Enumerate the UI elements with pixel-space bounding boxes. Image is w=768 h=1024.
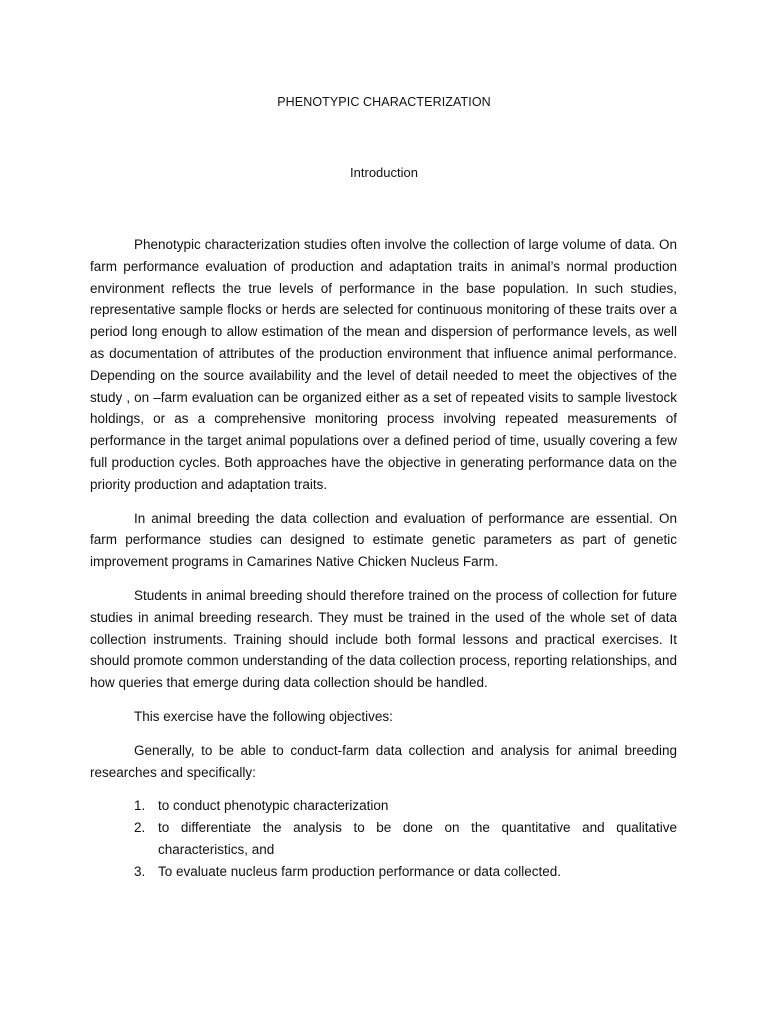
list-item-text: To evaluate nucleus farm production performance or data collected. bbox=[158, 863, 561, 879]
list-item bbox=[90, 817, 677, 861]
section-heading: Introduction bbox=[350, 165, 418, 180]
list-item-number: 3. bbox=[134, 863, 146, 879]
list-item bbox=[90, 861, 677, 883]
document-body bbox=[90, 234, 677, 883]
paragraph-1: Phenotypic characterization studies often involve the collection of large volume of data. On farm performance evaluation of production and adaptation traits in animal’s normal production environment reflects the true levels of performance in the base population. In such studies, representative sample flocks or herds are selected for continuous monitoring of these traits over a period long enough to allow estimation of the mean and dispersion of performance levels, as well as documentation of attributes of the production environment that influence animal performance. Depending on the source availability and the level of detail needed to meet the objectives of the study , on –farm evaluation can be organized either as a set of repeated visits to sample livestock holdings, or as a comprehensive monitoring process involving repeated measurements of performance in the target animal populations over a defined period of time, usually covering a few full production cycles. Both approaches have the objective in generating performance data on the priority production and adaptation traits. bbox=[90, 237, 677, 492]
list-item-text: to differentiate the analysis to be done on the quantitative and qualitative characteristics, and bbox=[158, 820, 677, 857]
paragraph-2: In animal breeding the data collection and evaluation of performance are essential. On farm performance studies can designed to estimate genetic parameters as part of genetic improvement programs in Camarines Native Chicken Nucleus Farm. bbox=[90, 510, 677, 570]
list-item bbox=[90, 795, 677, 817]
list-item-text: to conduct phenotypic characterization bbox=[158, 798, 389, 814]
document-title: PHENOTYPIC CHARACTERIZATION bbox=[277, 95, 491, 109]
paragraph-objectives-intro: This exercise have the following objectives: bbox=[134, 708, 393, 724]
objectives-list bbox=[90, 795, 677, 882]
list-item-number: 1. bbox=[134, 798, 146, 814]
list-item-number: 2. bbox=[134, 820, 146, 836]
paragraph-general-objective: Generally, to be able to conduct-farm data collection and analysis for animal breeding researches and specifically: bbox=[90, 742, 677, 780]
paragraph-3: Students in animal breeding should therefore trained on the process of collection for future studies in animal breeding research. They must be trained in the used of the whole set of data collection instruments. Training should include both formal lessons and practical exercises. It should promote common understanding of the data collection process, reporting relationships, and how queries that emerge during data collection should be handled. bbox=[90, 587, 677, 691]
